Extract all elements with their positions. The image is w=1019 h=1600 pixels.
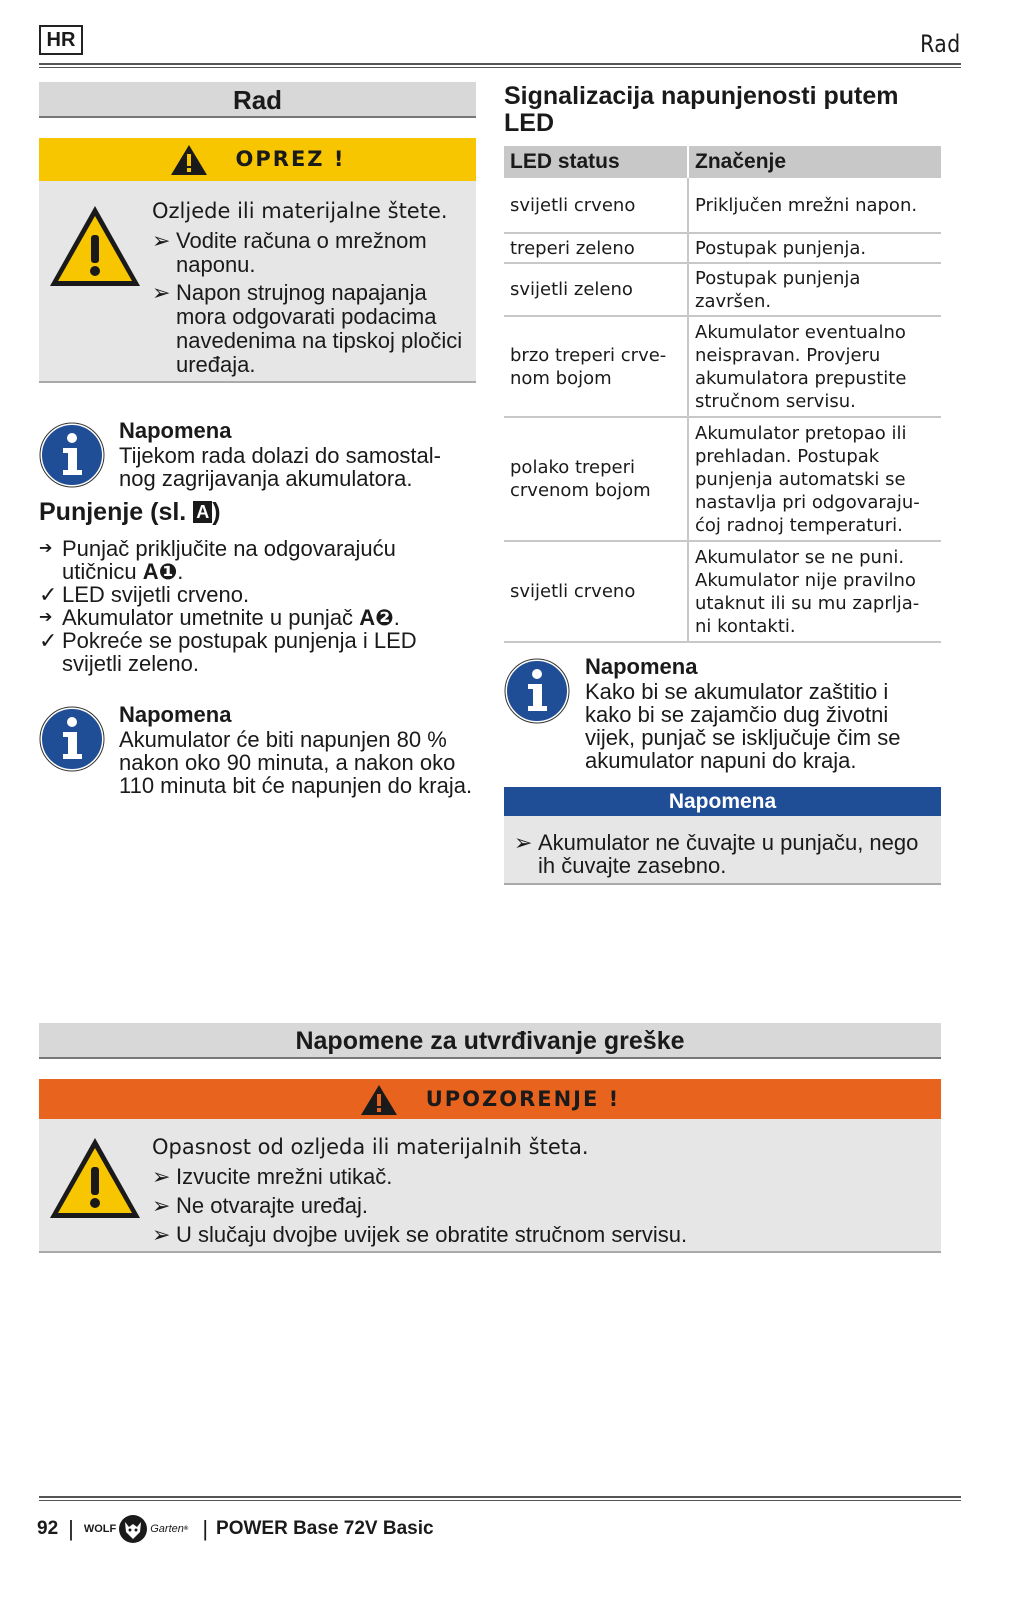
warning-label: UPOZORENJE ! — [425, 1087, 621, 1111]
warning-header — [39, 1079, 941, 1119]
brand-logo: WOLF Garten ® — [84, 1514, 188, 1544]
warning-triangle-small-icon — [170, 144, 208, 176]
warning-item: ➢ Ne otvarajte uređaj. — [152, 1193, 368, 1218]
arrow-bullet-icon: ➢ — [514, 830, 533, 855]
caution-intro: Ozljede ili materijalne štete. — [152, 199, 448, 223]
led-status-table — [504, 146, 941, 643]
header-rule — [39, 63, 961, 68]
info-icon — [504, 658, 570, 724]
table-row: polako treperi crvenom bojom Akumulator pretopao ili prehladan. Postupak punjenja automatski se nastavlja pri odgovaraju- ćoj radnoj temperaturi. — [504, 417, 941, 541]
charging-step: ✓ LED svijetli crveno. — [39, 582, 250, 607]
info-icon — [39, 706, 105, 772]
warning-item: ➢ U slučaju dvojbe uvijek se obratite stručnom servisu. — [152, 1222, 688, 1247]
note-box-header: Napomena — [504, 787, 941, 816]
charging-steps — [39, 537, 459, 675]
warning-triangle-small-icon — [360, 1084, 398, 1116]
warning-body — [39, 1119, 941, 1253]
arrow-bullet-icon: ➢ — [152, 228, 171, 253]
arrow-bullet-icon: ➢ — [152, 1222, 171, 1247]
note3-text: Kako bi se akumulator zaštitio i kako bi se zajamčio dug životni vijek, punjač se isključuje čim se akumulator napuni do kraja. — [585, 679, 901, 773]
table-row: svijetli zeleno Postupak punjenja završen. — [504, 263, 941, 316]
fault-section-title: Napomene za utvrđivanje greške — [39, 1023, 941, 1059]
caution-label: OPREZ ! — [235, 147, 346, 171]
wolf-head-icon — [118, 1514, 148, 1544]
arrow-bullet-icon: ➢ — [152, 1193, 171, 1218]
charging-step: ➔ Punjač priključite na odgovarajuću utičnicu A❶. — [39, 536, 396, 584]
caution-item: ➢ Napon strujnog napajanja mora odgovarati podacima navedenima na tipskoj pločici uređaja. — [152, 280, 463, 377]
warning-intro: Opasnost od ozljeda ili materijalnih šteta. — [152, 1135, 589, 1159]
table-row: treperi zeleno Postupak punjenja. — [504, 233, 941, 263]
figure-ref-badge: A❶ — [142, 559, 178, 584]
warning-item: ➢ Izvucite mrežni utikač. — [152, 1164, 393, 1189]
caution-item: ➢ Vodite računa o mrežnom naponu. — [152, 228, 427, 277]
table-row: svijetli crveno Priključen mrežni napon. — [504, 178, 941, 233]
footer-rule — [39, 1496, 961, 1501]
warning-triangle-icon — [47, 203, 143, 289]
charging-title: Punjenje (sl. A ) — [39, 498, 221, 526]
arrow-bullet-icon: ➢ — [152, 280, 171, 305]
table-row: brzo treperi crve- nom bojom Akumulator eventualno neispravan. Provjeru akumulatora prepustite stručnom servisu. — [504, 316, 941, 417]
table-row: svijetli crveno Akumulator se ne puni. Akumulator nije pravilno utaknut ili su mu zaprlja- ni kontakti. — [504, 541, 941, 642]
caution-header — [39, 138, 476, 181]
note-box-body — [504, 816, 941, 885]
note2-text: Akumulator će biti napunjen 80 % nakon oko 90 minuta, a nakon oko 110 minuta bit će napunjen do kraja. — [119, 727, 473, 798]
language-badge: HR — [39, 25, 83, 55]
figure-ref-badge: A — [193, 501, 212, 523]
info-icon — [39, 422, 105, 488]
note2-title: Napomena — [119, 702, 232, 727]
note3-title: Napomena — [585, 654, 698, 679]
charging-step: ✓ Pokreće se postupak punjenja i LED svijetli zeleno. — [39, 628, 417, 676]
arrow-bullet-icon: ➢ — [152, 1164, 171, 1189]
footer: 92 | WOLF Garten ® | POWER Base 72V Basic — [37, 1514, 434, 1544]
note1-text: Tijekom rada dolazi do samostal- nog zagrijavanja akumulatora. — [119, 443, 441, 491]
product-name: POWER Base 72V Basic — [216, 1518, 434, 1539]
note-box-item: Akumulator ne čuvajte u punjaču, nego ih čuvajte zasebno. — [538, 830, 919, 878]
led-section-title: Signalizacija napunjenosti putem LED — [504, 82, 899, 137]
rad-section-title: Rad — [39, 82, 476, 118]
page-number: 92 — [37, 1518, 59, 1539]
table-header-meaning: Značenje — [688, 146, 941, 178]
header-section-title: Rad — [920, 30, 961, 58]
figure-ref-badge: A❷ — [359, 605, 394, 630]
charging-step: ➔ Akumulator umetnite u punjač A❷. — [39, 605, 400, 630]
note1-title: Napomena — [119, 418, 232, 443]
table-header-status: LED status — [504, 146, 688, 178]
warning-triangle-icon — [47, 1135, 143, 1221]
caution-body — [39, 181, 476, 383]
